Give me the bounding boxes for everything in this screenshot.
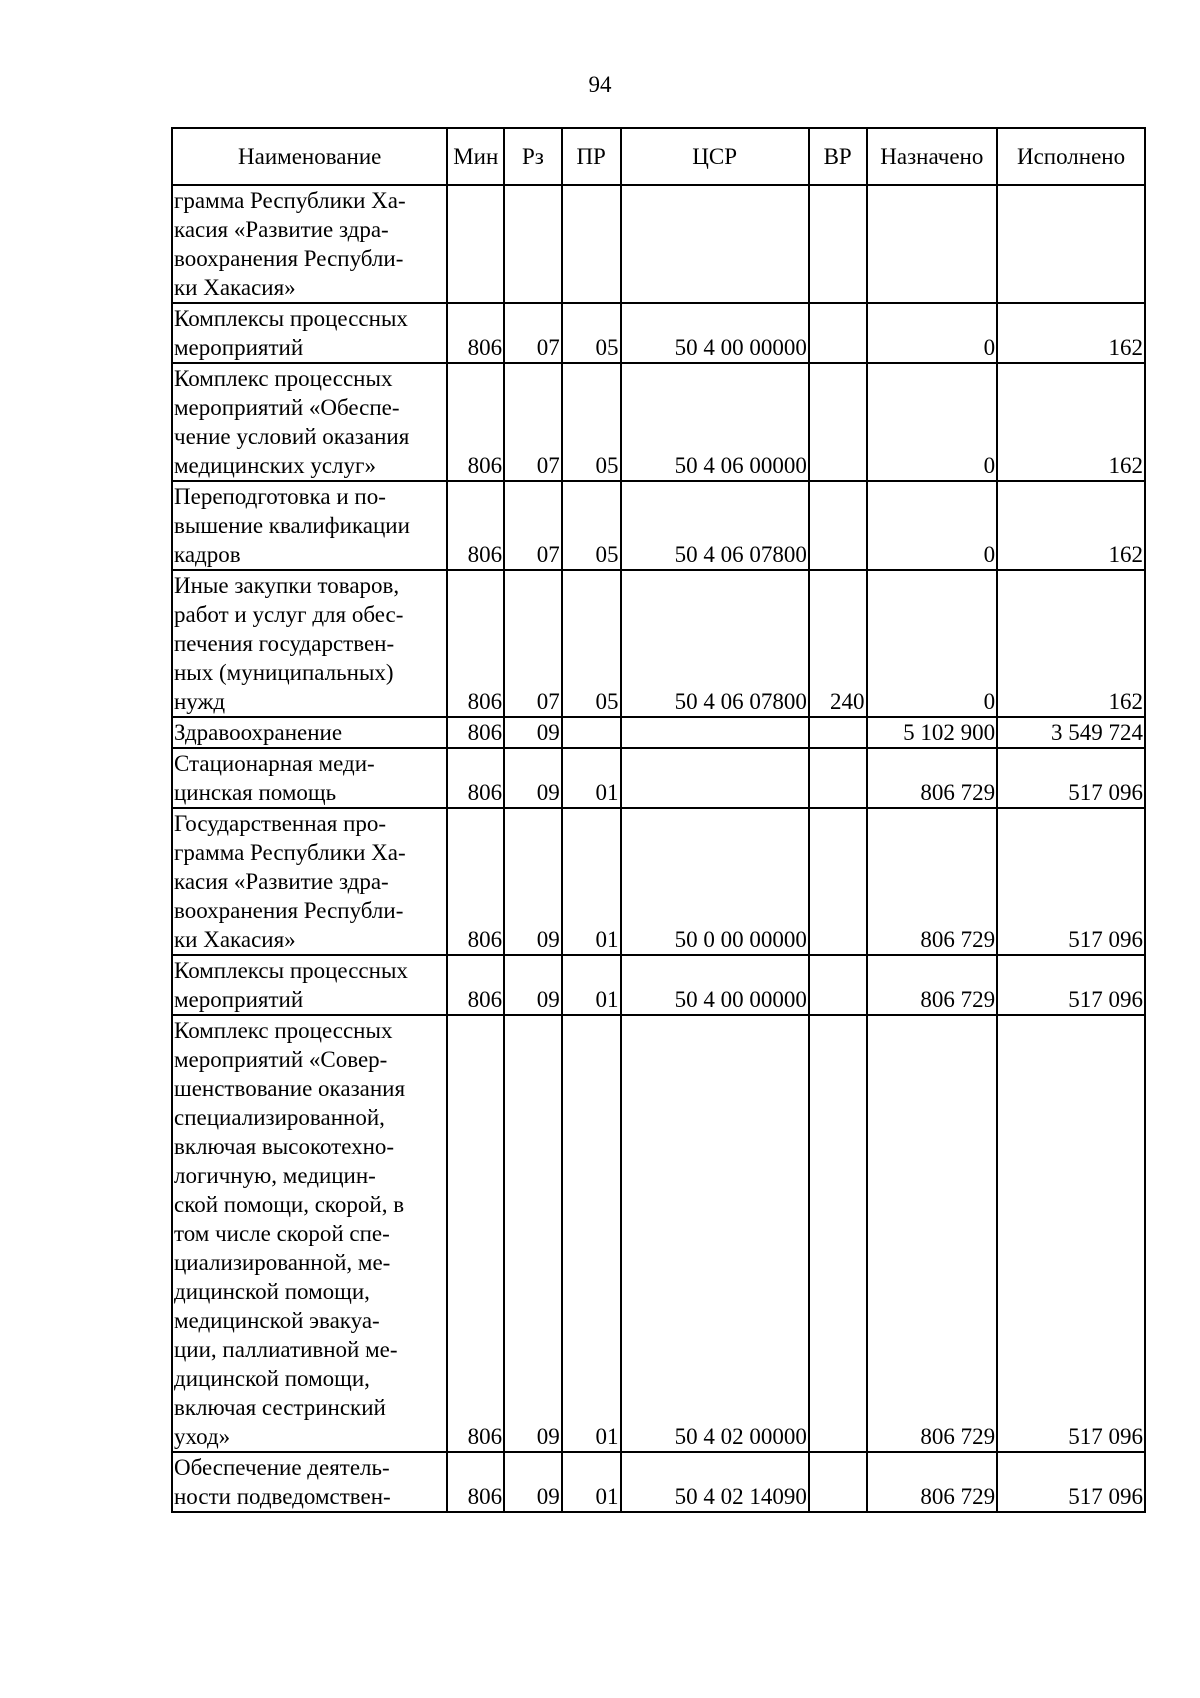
cell-csr [621,185,809,303]
cell-pr: 01 [562,808,621,955]
cell-executed [997,185,1145,303]
table-row [172,570,1145,717]
cell-pr: 01 [562,1015,621,1452]
table-header-row [172,128,1145,185]
page-number: 94 [588,72,612,97]
cell-pr: 05 [562,570,621,717]
cell-name-line: ки Хакасия» [174,927,296,952]
cell-name-line: медицинских услуг» [174,453,376,478]
header-executed: Исполнено [997,128,1145,185]
cell-name-line: ской помощи, скорой, в [174,1192,405,1217]
cell-min: 806 [447,808,504,955]
cell-name [172,303,447,363]
cell-csr: 50 0 00 00000 [621,808,809,955]
cell-name-line: мероприятий «Совер- [174,1047,388,1072]
cell-name-line: мероприятий [174,987,304,1012]
cell-name [172,717,447,748]
cell-min: 806 [447,570,504,717]
cell-executed: 162 [997,303,1145,363]
table-row [172,303,1145,363]
cell-rz: 09 [504,748,562,808]
cell-assigned: 5 102 900 [867,717,998,748]
cell-executed: 162 [997,481,1145,570]
cell-vr [809,303,867,363]
cell-executed: 517 096 [997,808,1145,955]
cell-name-line: логичную, медицин- [174,1163,376,1188]
cell-name-line: шенствование оказания [174,1076,406,1101]
cell-vr [809,1015,867,1452]
header-min: Мин [447,128,504,185]
cell-name-line: кадров [174,542,241,567]
table-row [172,808,1145,955]
header-vr: ВР [809,128,867,185]
cell-rz: 09 [504,808,562,955]
cell-assigned: 0 [867,363,998,481]
header-assigned: Назначено [867,128,998,185]
cell-name-line: ки Хакасия» [174,275,296,300]
cell-rz: 09 [504,955,562,1015]
cell-name-line: чение условий оказания [174,424,410,449]
cell-name-line: Комплекс процессных [174,366,393,391]
cell-min [447,185,504,303]
cell-name-line: грамма Республики Ха- [174,840,406,865]
cell-pr: 01 [562,1452,621,1512]
cell-pr: 01 [562,748,621,808]
cell-name-line: дицинской помощи, [174,1366,370,1391]
cell-vr [809,748,867,808]
cell-name-line: Комплекс процессных [174,1018,393,1043]
cell-name-line: мероприятий «Обеспе- [174,395,400,420]
cell-assigned: 0 [867,303,998,363]
cell-assigned: 806 729 [867,1452,998,1512]
table-row [172,1452,1145,1512]
cell-rz: 09 [504,1015,562,1452]
cell-executed: 517 096 [997,1015,1145,1452]
cell-csr: 50 4 06 07800 [621,481,809,570]
cell-name [172,570,447,717]
cell-name-line: уход» [174,1424,231,1449]
cell-min: 806 [447,363,504,481]
header-pr: ПР [562,128,621,185]
cell-min: 806 [447,955,504,1015]
cell-name-line: ных (муниципальных) [174,660,394,685]
cell-name-line: работ и услуг для обес- [174,602,404,627]
cell-assigned: 806 729 [867,808,998,955]
cell-name-line: мероприятий [174,335,304,360]
cell-vr [809,363,867,481]
cell-min: 806 [447,303,504,363]
cell-executed: 517 096 [997,1452,1145,1512]
cell-name-line: касия «Развитие здра- [174,869,389,894]
cell-executed: 517 096 [997,748,1145,808]
cell-executed: 517 096 [997,955,1145,1015]
header-name: Наименование [172,128,447,185]
cell-pr: 05 [562,303,621,363]
table-row [172,363,1145,481]
cell-name-line: печения государствен- [174,631,395,656]
cell-pr: 05 [562,363,621,481]
cell-pr [562,185,621,303]
cell-vr: 240 [809,570,867,717]
cell-name-line: дицинской помощи, [174,1279,370,1304]
cell-name [172,955,447,1015]
cell-name [172,808,447,955]
cell-name-line: Переподготовка и по- [174,484,386,509]
cell-csr: 50 4 02 14090 [621,1452,809,1512]
table-row [172,1015,1145,1452]
cell-rz: 07 [504,570,562,717]
cell-name-line: медицинской эвакуа- [174,1308,380,1333]
cell-rz: 09 [504,717,562,748]
cell-assigned: 0 [867,481,998,570]
table-body [172,185,1145,1512]
cell-name-line: касия «Развитие здра- [174,217,389,242]
cell-vr [809,481,867,570]
cell-assigned: 0 [867,570,998,717]
cell-name-line: Государственная про- [174,811,387,836]
cell-csr: 50 4 02 00000 [621,1015,809,1452]
cell-assigned: 806 729 [867,955,998,1015]
cell-name [172,1452,447,1512]
cell-rz [504,185,562,303]
cell-name-line: включая сестринский [174,1395,386,1420]
cell-csr: 50 4 06 00000 [621,363,809,481]
cell-name [172,748,447,808]
cell-name [172,481,447,570]
cell-name-line: включая высокотехно- [174,1134,395,1159]
cell-name-line: Обеспечение деятель- [174,1455,390,1480]
cell-pr: 01 [562,955,621,1015]
cell-csr [621,748,809,808]
cell-vr [809,955,867,1015]
cell-name-line: циализированной, ме- [174,1250,391,1275]
cell-csr: 50 4 00 00000 [621,303,809,363]
cell-name [172,185,447,303]
cell-rz: 07 [504,303,562,363]
cell-name [172,363,447,481]
cell-assigned: 806 729 [867,748,998,808]
cell-name-line: Стационарная меди- [174,751,375,776]
table-row [172,955,1145,1015]
cell-name-line: грамма Республики Ха- [174,188,406,213]
cell-executed: 162 [997,363,1145,481]
cell-name-line: Комплексы процессных [174,958,408,983]
budget-table [171,127,1146,1513]
cell-executed: 3 549 724 [997,717,1145,748]
cell-pr [562,717,621,748]
cell-vr [809,185,867,303]
cell-min: 806 [447,748,504,808]
cell-vr [809,717,867,748]
cell-name-line: нужд [174,689,226,714]
cell-name-line: ности подведомствен- [174,1484,391,1509]
cell-min: 806 [447,1015,504,1452]
cell-csr: 50 4 00 00000 [621,955,809,1015]
cell-rz: 07 [504,481,562,570]
cell-name-line: воохранения Республи- [174,246,404,271]
cell-name-line: вышение квалификации [174,513,410,538]
header-csr: ЦСР [621,128,809,185]
cell-name-line: воохранения Республи- [174,898,404,923]
cell-min: 806 [447,717,504,748]
cell-min: 806 [447,481,504,570]
cell-name-line: цинская помощь [174,780,337,805]
cell-name-line: Иные закупки товаров, [174,573,400,598]
cell-name-line: Здравоохранение [174,720,343,745]
table-row [172,185,1145,303]
cell-executed: 162 [997,570,1145,717]
cell-rz: 09 [504,1452,562,1512]
cell-vr [809,1452,867,1512]
cell-name-line: ции, паллиативной ме- [174,1337,398,1362]
cell-csr [621,717,809,748]
cell-name-line: том числе скорой спе- [174,1221,390,1246]
header-rz: Рз [504,128,562,185]
cell-rz: 07 [504,363,562,481]
cell-assigned: 806 729 [867,1015,998,1452]
cell-pr: 05 [562,481,621,570]
table-row [172,717,1145,748]
table-row [172,481,1145,570]
cell-csr: 50 4 06 07800 [621,570,809,717]
cell-name-line: специализированной, [174,1105,385,1130]
table-row [172,748,1145,808]
cell-assigned [867,185,998,303]
cell-name [172,1015,447,1452]
cell-vr [809,808,867,955]
cell-name-line: Комплексы процессных [174,306,408,331]
cell-min: 806 [447,1452,504,1512]
